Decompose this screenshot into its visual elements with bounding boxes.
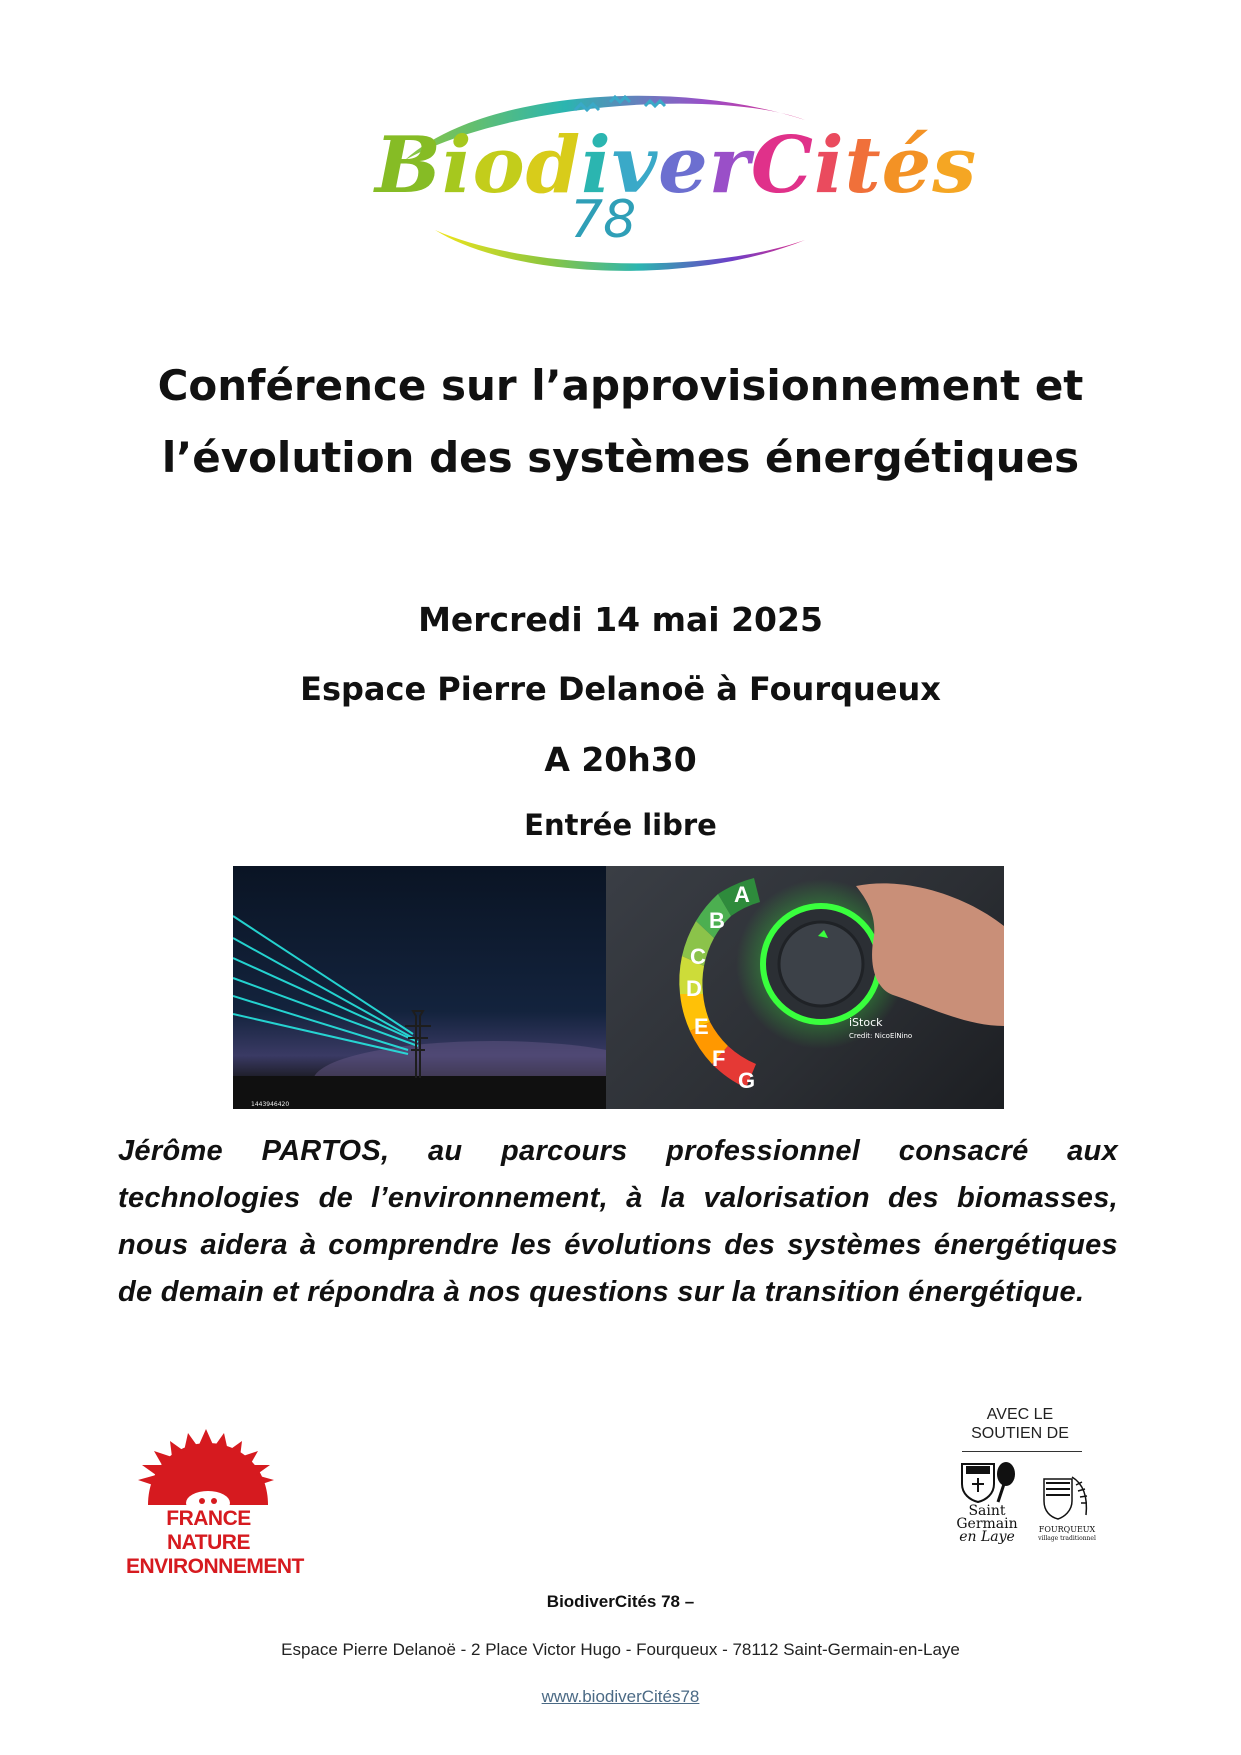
title-line-1: Conférence sur l’approvisionnement et	[157, 361, 1084, 410]
logo-letter: r	[708, 120, 751, 211]
france-nature-environnement-logo	[118, 1425, 304, 1578]
rating-label: C	[690, 944, 706, 969]
fne-line-2: ENVIRONNEMENT	[126, 1555, 304, 1578]
logo-letter: B	[375, 120, 442, 211]
title-line-2: l’évolution des systèmes énergétiques	[161, 433, 1080, 482]
speaker-description: Jérôme PARTOS, au parcours professionnel consacré aux technologies de l’environnement, à la valorisation des biomasses, nous aidera à comprendre les évolutions des systèmes énergétiques de demain et répondra à nos questions sur la transition énergétique.	[118, 1135, 1118, 1308]
fourqueux-name: FOURQUEUX	[1038, 1525, 1096, 1534]
logo-letter: v	[611, 120, 659, 211]
support-block	[940, 1405, 1100, 1555]
saint-germain-crest-icon	[960, 1460, 1020, 1505]
support-line-1: AVEC LE	[986, 1406, 1054, 1423]
fourqueux-wordmark	[1036, 1525, 1098, 1543]
logo-letter: C	[750, 120, 814, 211]
fourqueux-subtitle: village traditionnel	[1038, 1535, 1096, 1542]
support-line-2: SOUTIEN DE	[971, 1425, 1069, 1442]
logo-number: 78	[570, 190, 637, 250]
logo-letter: s	[932, 120, 978, 211]
footer-organization: BiodiverCités 78 –	[546, 1592, 695, 1611]
rating-label: A	[734, 882, 750, 907]
hedgehog-icon	[118, 1425, 293, 1515]
logo-letter: i	[581, 120, 612, 211]
rating-label: D	[686, 976, 702, 1001]
event-time: A 20h30	[544, 740, 697, 779]
rating-label: G	[738, 1068, 756, 1093]
footer-website-link[interactable]: www.biodiverCités78	[541, 1687, 700, 1706]
footer-address: Espace Pierre Delanoë - 2 Place Victor Hugo - Fourqueux - 78112 Saint-Germain-en-Laye	[281, 1640, 960, 1659]
event-place: Espace Pierre Delanoë à Fourqueux	[300, 670, 941, 708]
photo-credit: Credit: NicoElNino	[849, 1032, 913, 1040]
logo-letter: é	[881, 120, 933, 211]
rating-label: B	[709, 908, 725, 933]
support-divider	[962, 1451, 1082, 1452]
logo-wordmark	[375, 120, 977, 211]
energy-dial-illustration	[606, 866, 1004, 1109]
event-date: Mercredi 14 mai 2025	[418, 600, 823, 639]
logo-letter: e	[658, 120, 709, 211]
page-title	[0, 350, 1241, 494]
fne-wordmark	[126, 1507, 304, 1579]
rating-label: E	[694, 1014, 709, 1039]
sgl-line-3: en Laye	[959, 1529, 1015, 1545]
biodivercites-logo	[365, 80, 978, 290]
power-lines-illustration	[233, 866, 606, 1109]
saint-germain-wordmark	[942, 1505, 1032, 1544]
event-entry: Entrée libre	[524, 808, 717, 842]
logo-letter: i	[441, 120, 473, 211]
support-heading	[940, 1405, 1100, 1443]
istock-watermark: iStock	[849, 1016, 883, 1029]
energy-rating-photo	[606, 866, 1004, 1109]
logo-letter: d	[525, 120, 582, 211]
fne-line-1: FRANCE NATURE	[166, 1507, 251, 1554]
power-lines-photo	[233, 866, 606, 1109]
fourqueux-crest-icon	[1042, 1475, 1092, 1520]
banner-image	[233, 866, 1004, 1109]
logo-letter: o	[472, 120, 526, 211]
logo-letter: i	[813, 120, 845, 211]
photo-stamp: 1443946420	[251, 1101, 290, 1108]
rating-label: F	[712, 1046, 726, 1071]
sgl-line-2: Germain	[956, 1516, 1018, 1532]
sgl-line-1: Saint	[968, 1503, 1006, 1519]
logo-letter: t	[844, 120, 882, 211]
